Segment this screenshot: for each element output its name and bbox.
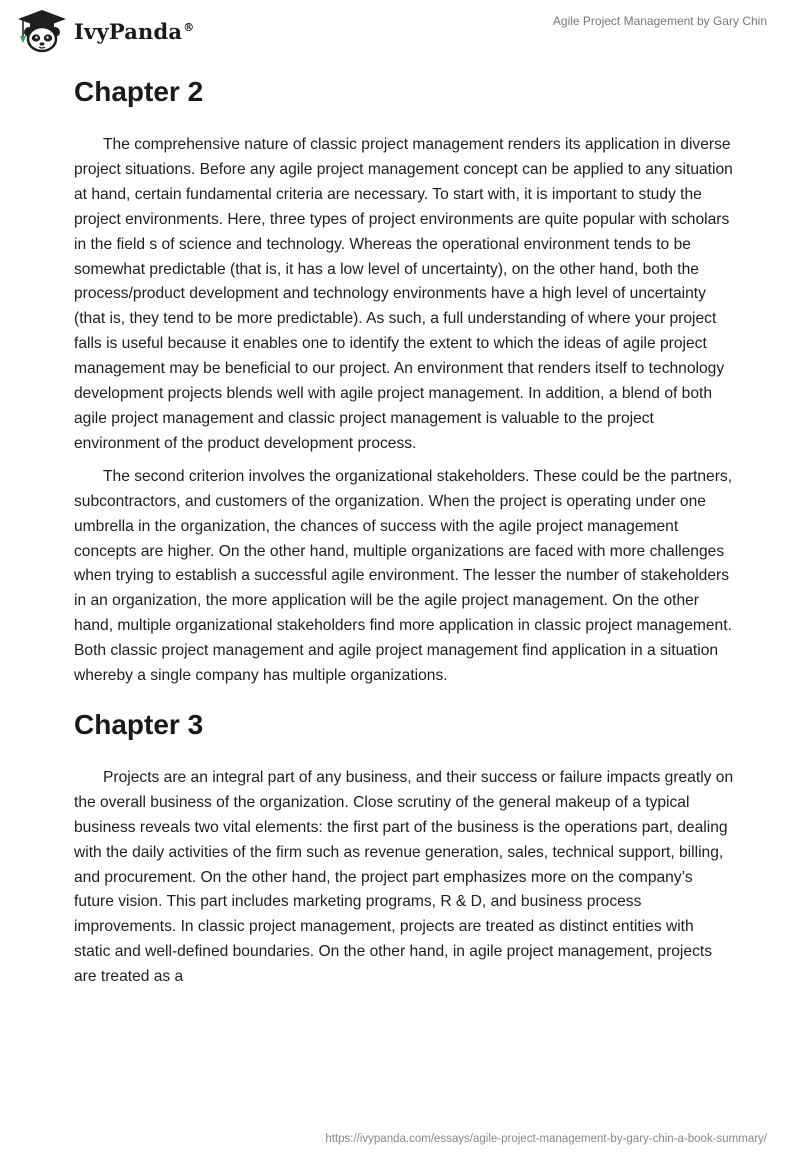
chapter-2-paragraph-2: The second criterion involves the organizational stakeholders. These could be the partners, subcontractors, and customers of the organization. When the project is operating under one umbrella in the organization, the chances of success with the agile project management concepts are higher. On the other hand, multiple organizations are faced with more challenges when trying to establish a successful agile environment. The lesser the number of stakeholders in an organization, the more application will be the agile project management. On the other hand, multiple organizational stakeholders find more application in classic project management. Both classic project management and agile project management find application in a situation whereby a single company has multiple organizations. [74, 467, 733, 685]
logo-wordmark [74, 19, 194, 44]
logo-text: IvyPanda [74, 18, 183, 44]
chapter-2-paragraph-1: The comprehensive nature of classic project management renders its application in diverse project situations. Before any agile project management concept can be applied to any situation at hand, certain fundamental criteria are necessary. To start with, it is important to study the project environments. Here, three types of project environments are quite popular with scholars in the field s of science and technology. Whereas the operational environment tends to be somewhat predictable (that is, it has a low level of uncertainty), on the other hand, both the process/product development and technology environments have a high level of uncertainty (that is, they tend to be more predictable). As such, a full understanding of where your project falls is useful because it enables one to identify the extent to which the ideas of agile project management may be beneficial to our project. An environment that renders itself to technology development projects blends well with agile project management. In addition, a blend of both agile project management and classic project management is valuable to the project environment of the product development process. [74, 136, 733, 452]
page-header [0, 0, 800, 60]
chapter-3-heading: Chapter 3 [74, 708, 204, 740]
ivypanda-logo[interactable] [14, 8, 194, 54]
panda-graduate-icon [14, 8, 70, 54]
essay-content [74, 72, 734, 998]
registered-mark: ® [183, 20, 195, 34]
chapter-2-heading: Chapter 2 [74, 76, 204, 107]
document-title: Agile Project Management by Gary Chin [552, 14, 767, 28]
source-url-link[interactable]: https://ivypanda.com/essays/agile-project-management-by-gary-chin-a-book-summary/ [325, 1133, 767, 1145]
chapter-3-paragraph-1: Projects are an integral part of any business, and their success or failure impacts greatly on the overall business of the organization. Close scrutiny of the general makeup of a typical business reveals two vital elements: the first part of the business is the operations part, dealing with the daily activities of the firm such as revenue generation, sales, technical support, billing, and procurement. On the other hand, the project part emphasizes more on the company’s future vision. This part includes marketing programs, R & D, and business process improvements. In classic project management, projects are treated as distinct entities with static and well-defined boundaries. On the other hand, in agile project management, projects are treated as a [74, 768, 734, 986]
